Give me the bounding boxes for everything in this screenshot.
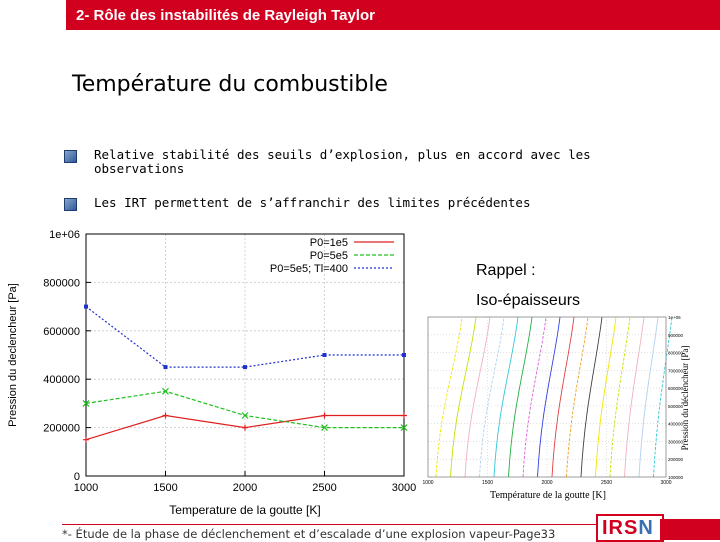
title-bar [66, 0, 720, 30]
inset-y-axis-label: Pression du déclencheur [Pa] [680, 345, 690, 451]
inset-chart [418, 312, 696, 504]
logo-accent: N [638, 517, 654, 539]
chart-grid [86, 234, 404, 476]
y-axis-label: Pression du declencheur [Pa] [7, 283, 19, 427]
legend-label: P0=5e5 [309, 250, 348, 262]
bullet-square-icon [64, 198, 77, 211]
inset-x-tick-label: 3000 [660, 480, 672, 486]
iso-curve [509, 317, 533, 477]
logo-text: IRS [602, 517, 639, 539]
inset-x-tick-label: 1500 [481, 480, 494, 486]
main-chart [0, 222, 420, 522]
rappel-label: Rappel : [476, 262, 536, 279]
chart-ticks [43, 229, 416, 494]
iso-curve [465, 317, 490, 477]
footer-text: *- Étude de la phase de déclenchement et d’escalade d’une explosion vapeur-Page33 [62, 527, 556, 541]
inset-x-tick-label: 2000 [541, 480, 553, 486]
bullet-text: Relative stabilité des seuils d’explosion, plus en accord avec les observations [94, 147, 591, 176]
inset-x-tick-label: 1000 [422, 480, 434, 486]
footer [62, 524, 622, 541]
chart-legend [270, 237, 394, 275]
inset-y-tick-label: 700000 [668, 368, 684, 374]
iso-curve [436, 317, 462, 477]
data-point [84, 305, 88, 309]
data-point [402, 353, 406, 357]
iso-curve [654, 317, 673, 477]
section-heading: Température du combustible [72, 72, 388, 97]
data-point [242, 425, 248, 431]
x-tick-label: 3000 [391, 482, 417, 494]
inset-y-tick-label: 900000 [668, 332, 684, 338]
y-tick-label: 1e+06 [49, 229, 80, 241]
inset-y-tick-label: 400000 [668, 421, 684, 427]
bullet-item [64, 196, 664, 212]
inset-y-tick-label: 300000 [668, 439, 684, 445]
data-point [163, 413, 169, 419]
inset-y-tick-label: 200000 [668, 457, 684, 463]
data-point [243, 365, 247, 369]
iso-curve [523, 317, 546, 477]
inset-y-tick-label: 800000 [668, 350, 684, 356]
x-tick-label: 2500 [312, 482, 337, 494]
y-tick-label: 400000 [43, 374, 80, 387]
y-tick-label: 600000 [43, 325, 80, 338]
data-point [164, 365, 168, 369]
inset-x-axis-label: Température de la goutte [K] [490, 490, 606, 501]
x-tick-label: 1000 [73, 482, 99, 494]
x-tick-label: 2000 [232, 482, 258, 494]
inset-curves [436, 317, 672, 477]
inset-y-tick-label: 1e+06 [668, 315, 681, 320]
iso-curve [538, 317, 561, 477]
inset-y-tick-label: 100000 [668, 475, 684, 480]
data-point [322, 413, 328, 419]
iso-curve [567, 317, 589, 477]
inset-y-tick-label: 600000 [668, 386, 684, 392]
y-tick-label: 800000 [43, 277, 80, 290]
x-tick-label: 1500 [153, 482, 178, 494]
iso-curve [494, 317, 518, 477]
slide-title: 2- Rôle des instabilités de Rayleigh Taylor [76, 7, 375, 24]
bullet-text: Les IRT permettent de s’affranchir des limites précédentes [94, 195, 531, 210]
data-point [323, 353, 327, 357]
y-tick-label: 200000 [43, 422, 80, 435]
chart-series [83, 305, 407, 443]
iso-label: Iso-épaisseurs [476, 292, 581, 309]
iso-curve [552, 317, 574, 477]
x-axis-label: Temperature de la goutte [K] [169, 503, 321, 517]
y-tick-label: 0 [73, 471, 80, 483]
inset-x-tick-label: 2500 [600, 480, 613, 486]
bullet-item [64, 148, 664, 178]
inset-y-tick-label: 500000 [668, 403, 684, 409]
data-point [83, 437, 89, 443]
legend-label: P0=5e5; Tl=400 [269, 263, 348, 275]
bullet-square-icon [64, 150, 77, 163]
inset-grid [428, 317, 666, 477]
data-point [401, 413, 407, 419]
iso-curve [480, 317, 505, 477]
iso-curve [451, 317, 477, 477]
irsn-logo [596, 514, 664, 542]
footer-accent-bar [660, 519, 720, 540]
legend-label: P0=1e5 [309, 237, 348, 249]
